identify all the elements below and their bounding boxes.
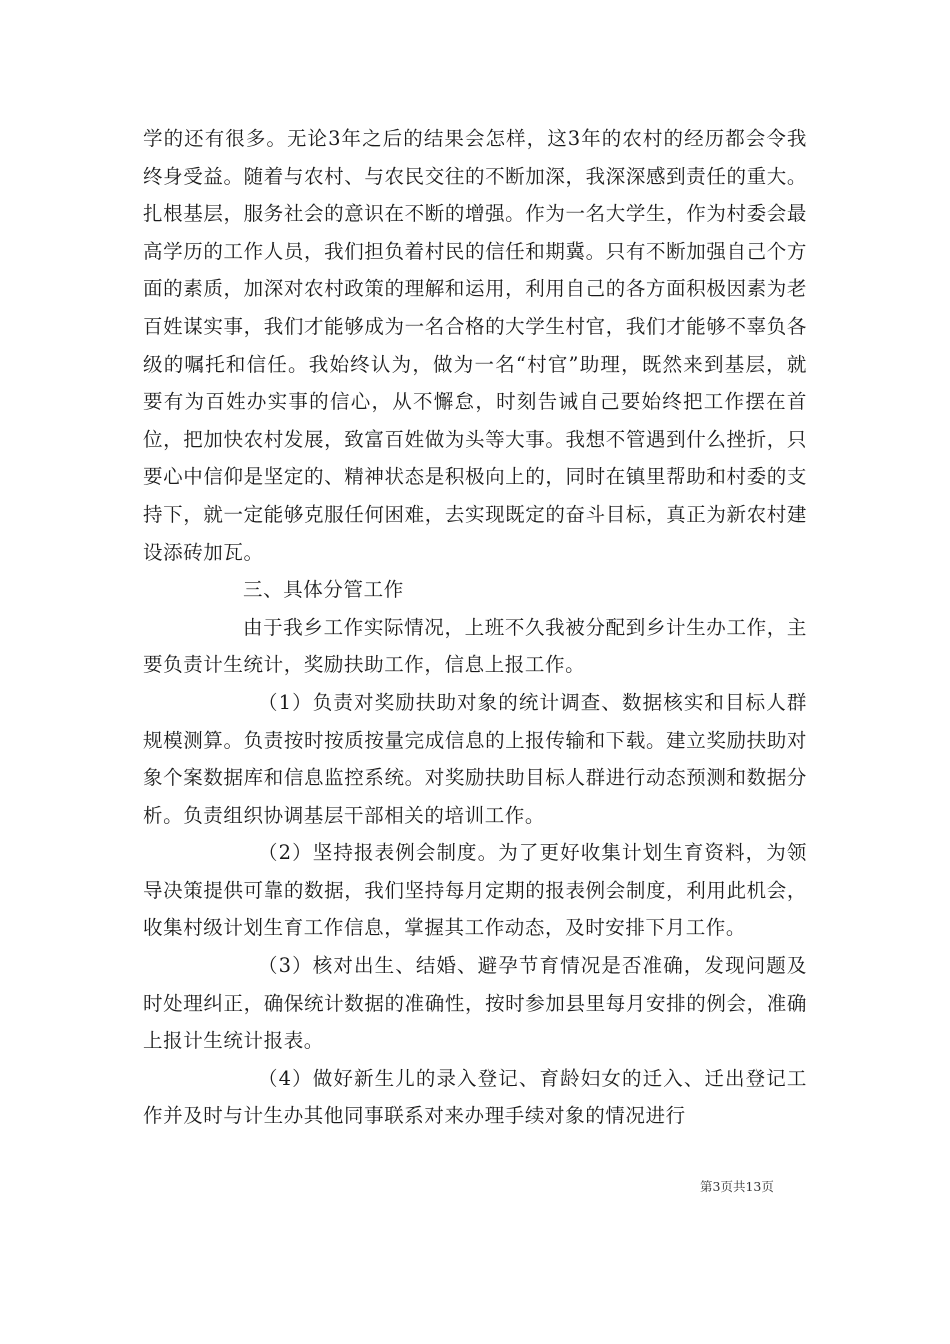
- paragraph-continuation: 学的还有很多。无论3年之后的结果会怎样，这3年的农村的经历都会令我终身受益。随着与农村、与农民交往的不断加深，我深深感到责任的重大。扎根基层，服务社会的意识在不断的增强。作为一名大学生，作为村委会最高学历的工作人员，我们担负着村民的信任和期冀。只有不断加强自己个方面的素质，加深对农村政策的理解和运用，利用自己的各方面积极因素为老百姓谋实事，我们才能够成为一名合格的大学生村官，我们才能够不辜负各级的嘱托和信任。我始终认为，做为一名“村官”助理，既然来到基层，就要有为百姓办实事的信心，从不懈怠，时刻告诫自己要始终把工作摆在首位，把加快农村发展，致富百姓做为头等大事。我想不管遇到什么挫折，只要心中信仰是坚定的、精神状态是积极向上的，同时在镇里帮助和村委的支持下，就一定能够克服任何困难，去实现既定的奋斗目标，真正为新农村建设添砖加瓦。: [143, 127, 807, 564]
- page-number-footer: 第3页共13页: [700, 1179, 774, 1194]
- paragraph-intro: 由于我乡工作实际情况，上班不久我被分配到乡计生办工作，主要负责计生统计，奖励扶助工作，信息上报工作。: [143, 615, 807, 677]
- paragraph-item-4: （4）做好新生儿的录入登记、育龄妇女的迁入、迁出登记工作并及时与计生办其他同事联系对来办理手续对象的情况进行: [143, 1066, 807, 1128]
- body-text: [143, 120, 807, 1135]
- paragraph-item-2: （2）坚持报表例会制度。为了更好收集计划生育资料，为领导决策提供可靠的数据，我们坚持每月定期的报表例会制度，利用此机会，收集村级计划生育工作信息，掌握其工作动态，及时安排下月工作。: [143, 841, 807, 940]
- section-heading: 三、具体分管工作: [243, 578, 404, 602]
- paragraph-item-1: （1）负责对奖励扶助对象的统计调查、数据核实和目标人群规模测算。负责按时按质按量完成信息的上报传输和下载。建立奖励扶助对象个案数据库和信息监控系统。对奖励扶助目标人群进行动态预测和数据分析。负责组织协调基层干部相关的培训工作。: [143, 690, 807, 827]
- paragraph-item-3: （3）核对出生、结婚、避孕节育情况是否准确，发现问题及时处理纠正，确保统计数据的准确性，按时参加县里每月安排的例会，准确上报计生统计报表。: [143, 954, 807, 1053]
